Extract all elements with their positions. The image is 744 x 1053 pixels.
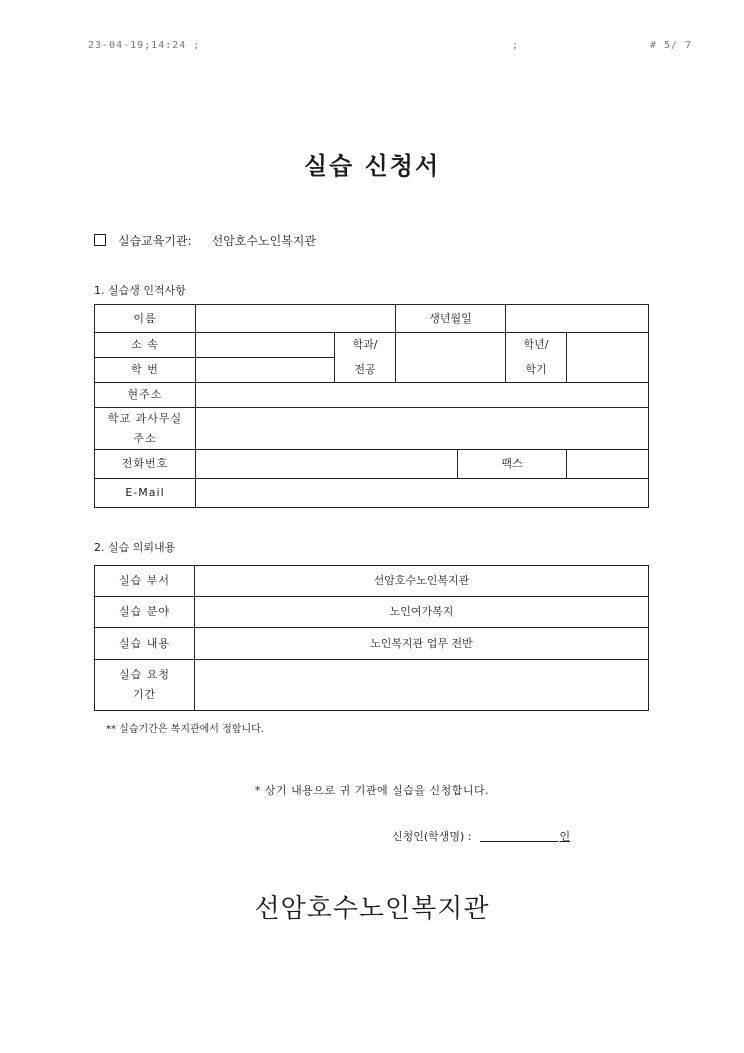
document-title: 실습 신청서 bbox=[303, 152, 441, 180]
period-row-value[interactable] bbox=[195, 660, 649, 711]
fax-page-number: # 5/ 7 bbox=[650, 40, 693, 51]
school-office-label-line1: 학교 과사무실 bbox=[107, 411, 183, 425]
email-label: E-Mail bbox=[95, 479, 196, 508]
content-row-value: 노인복지관 업무 전반 bbox=[195, 628, 649, 660]
fax-field[interactable] bbox=[567, 450, 649, 479]
address-label: 현주소 bbox=[95, 383, 196, 408]
dept-label: 학과/ bbox=[335, 333, 396, 358]
seal-mark: 인 bbox=[559, 830, 571, 843]
period-label-line1: 실습 요청 bbox=[118, 668, 170, 681]
birth-field[interactable] bbox=[506, 305, 649, 333]
checkbox-icon[interactable] bbox=[94, 234, 106, 246]
name-label: 이름 bbox=[95, 305, 196, 333]
signature-label: 신청인(학생명) : bbox=[392, 830, 472, 843]
period-label-line2: 기간 bbox=[132, 688, 157, 701]
student-no-field[interactable] bbox=[196, 358, 335, 383]
school-office-label bbox=[95, 408, 196, 450]
fax-separator: ; bbox=[512, 40, 520, 51]
email-field[interactable] bbox=[196, 479, 649, 508]
name-field[interactable] bbox=[196, 305, 396, 333]
year-label: 학년/ bbox=[506, 333, 567, 358]
fax-label: 팩스 bbox=[458, 450, 567, 479]
institution-value: 선암호수노인복지관 bbox=[211, 234, 316, 248]
birth-label: 생년월일 bbox=[396, 305, 506, 333]
phone-label: 전화번호 bbox=[95, 450, 196, 479]
field-row-value: 노인여가복지 bbox=[195, 597, 649, 628]
student-no-label: 학 번 bbox=[95, 358, 196, 383]
signature-row bbox=[392, 828, 570, 844]
field-row-label: 실습 분야 bbox=[95, 597, 195, 628]
declaration: * 상기 내용으로 귀 기관에 실습을 신청합니다. bbox=[254, 784, 490, 797]
year-field[interactable] bbox=[567, 333, 649, 383]
section2-heading: 2. 실습 의뢰내용 bbox=[94, 541, 176, 554]
phone-field[interactable] bbox=[196, 450, 458, 479]
institution-label: 실습교육기관: bbox=[118, 234, 192, 248]
address-field[interactable] bbox=[196, 383, 649, 408]
personal-info-table bbox=[94, 304, 649, 508]
period-row-label bbox=[95, 660, 195, 711]
section1-heading: 1. 실습생 인적사항 bbox=[94, 284, 186, 297]
dept-row-value: 선암호수노인복지관 bbox=[195, 566, 649, 597]
dept-row-label: 실습 부서 bbox=[95, 566, 195, 597]
affiliation-field[interactable] bbox=[196, 333, 335, 358]
major-label: 전공 bbox=[335, 358, 396, 383]
period-note: ** 실습기간은 복지관에서 정합니다. bbox=[106, 724, 264, 735]
request-table bbox=[94, 565, 649, 711]
fax-timestamp: 23-04-19;14:24 ; bbox=[88, 40, 201, 51]
signature-line[interactable] bbox=[480, 841, 558, 842]
institution-row bbox=[94, 232, 316, 249]
school-office-label-line2: 주소 bbox=[133, 431, 157, 445]
content-row-label: 실습 내용 bbox=[95, 628, 195, 660]
semester-label: 학기 bbox=[506, 358, 567, 383]
affiliation-label: 소 속 bbox=[95, 333, 196, 358]
footer-institution: 선암호수노인복지관 bbox=[254, 894, 490, 924]
dept-field[interactable] bbox=[396, 333, 506, 383]
school-office-field[interactable] bbox=[196, 408, 649, 450]
